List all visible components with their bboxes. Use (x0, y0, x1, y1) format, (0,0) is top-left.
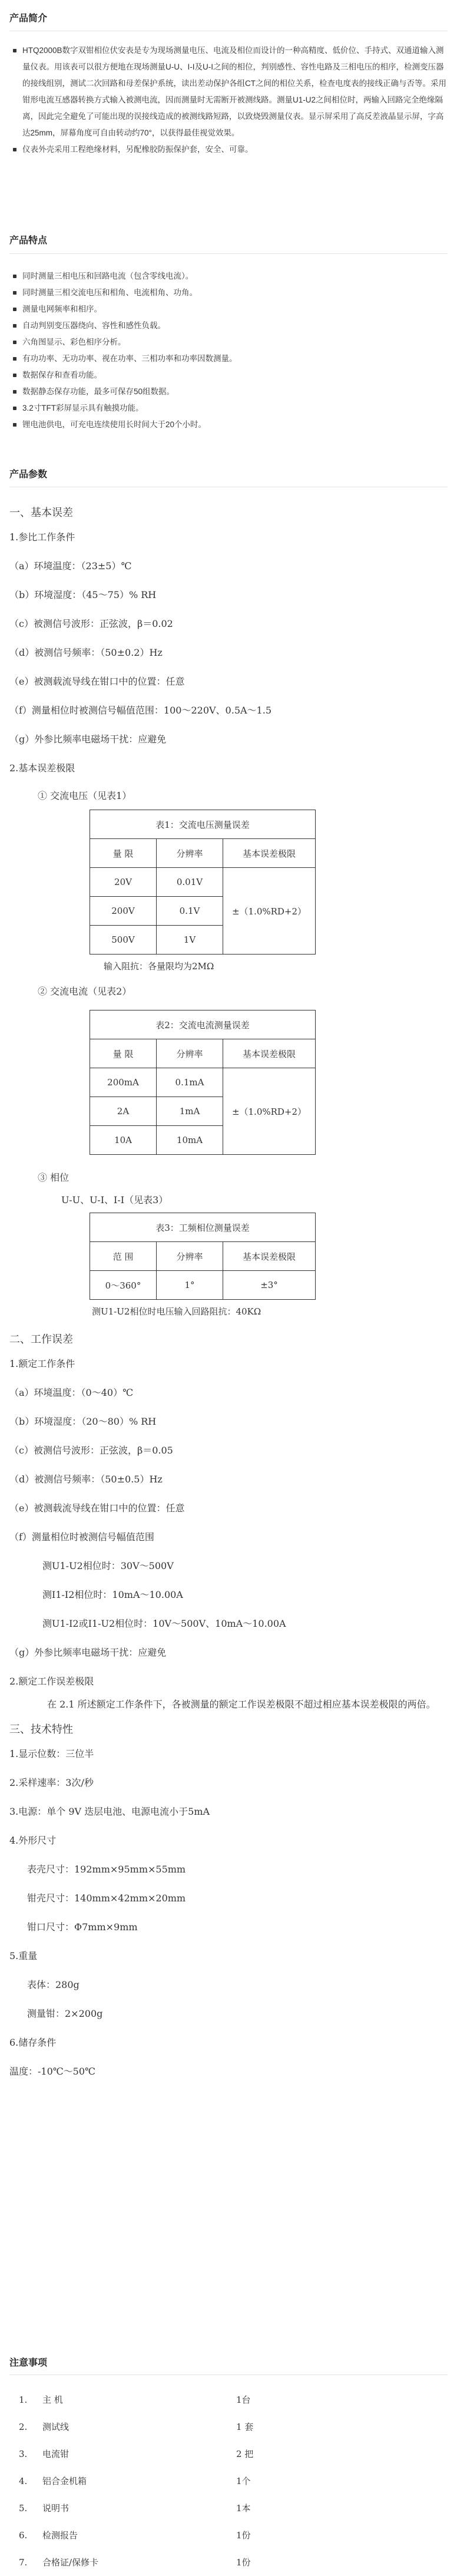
tech-item: 6.储存条件 (9, 2037, 57, 2048)
accessory-number: 4. (19, 2476, 28, 2486)
storage-item: 温度：-10℃～50℃ (9, 2066, 95, 2077)
rated-phase-range: 测U1-I2或I1-U2相位时：10V～500V、10mA～10.00A (42, 1618, 286, 1629)
params-subheading: 2.基本误差极限 (9, 762, 75, 774)
intro-paragraph: 仪表外壳采用工程绝缘材料，另配橡胶防振保护套，安全、可靠。 (9, 141, 448, 158)
tech-item: 2.采样速率：3次/秒 (9, 1777, 94, 1788)
accessory-row (9, 2549, 448, 2576)
section-divider (9, 2374, 448, 2375)
voltage-error-table (90, 810, 316, 955)
rated-condition: （c）被测信号波形：正弦波，β＝0.05 (9, 1445, 173, 1456)
table-cell: 1V (157, 926, 223, 955)
accessory-number: 5. (19, 2503, 28, 2514)
accessory-qty: 1份 (236, 2557, 251, 2568)
voltage-heading: ① 交流电压（见表1） (38, 790, 132, 801)
feature-item: 有功功率、无功功率、视在功率、三相功率和功率因数测量。 (9, 351, 448, 367)
accessory-row (9, 2468, 448, 2495)
table-header: 分辨率 (157, 1242, 223, 1271)
table-cell: 1mA (157, 1097, 223, 1126)
table-cell: 0.1mA (157, 1068, 223, 1097)
accessory-name: 主 机 (42, 2395, 63, 2405)
table-header: 基本误差极限 (223, 1242, 316, 1271)
rated-phase-range: 测I1-I2相位时：10mA～10.00A (42, 1589, 183, 1600)
rated-condition: （b）环境湿度：（20～80）% RH (9, 1416, 157, 1427)
table-header: 量 限 (90, 839, 157, 868)
accessory-number: 7. (19, 2557, 28, 2568)
table-header: 量 限 (90, 1039, 157, 1068)
ref-condition: （c）被测信号波形：正弦波，β＝0.02 (9, 618, 173, 629)
accessory-name: 检测报告 (42, 2530, 78, 2541)
accessory-qty: 1份 (236, 2530, 251, 2541)
accessory-row (9, 2386, 448, 2413)
accessory-qty: 1台 (236, 2395, 251, 2405)
accessory-row (9, 2495, 448, 2522)
table-cell: 1° (157, 1271, 223, 1300)
accessory-number: 1. (19, 2395, 28, 2405)
feature-item: 同时测量三相交流电压和相角、电流相角、功角。 (9, 285, 448, 301)
current-heading: ② 交流电流（见表2） (38, 986, 132, 997)
params-heading: 二、工作误差 (9, 1333, 73, 1346)
accessory-name: 铝合金机箱 (42, 2476, 87, 2486)
rated-condition: （f）测量相位时被测信号幅值范围 (9, 1531, 154, 1543)
accessory-name: 说明书 (42, 2503, 69, 2514)
accessory-list (9, 2386, 448, 2576)
section-title-notes: 注意事项 (9, 2358, 48, 2368)
table-cell: 0.1V (157, 897, 223, 926)
section-title-params: 产品参数 (9, 470, 48, 480)
feature-item: 数据保存和查看功能。 (9, 367, 448, 384)
params-subheading: 1.额定工作条件 (9, 1358, 75, 1369)
params-heading: 一、基本误差 (9, 507, 73, 519)
current-error-table (90, 1010, 316, 1155)
table-cell: 200V (90, 897, 157, 926)
tech-item: 5.重量 (9, 1950, 38, 1961)
table-cell: ±3° (223, 1271, 316, 1300)
accessory-number: 6. (19, 2530, 28, 2541)
ref-condition: （b）环境湿度：（45～75）% RH (9, 589, 157, 600)
phase-note: 测U1-U2相位时电压输入回路阻抗：40KΩ (92, 1306, 261, 1317)
table-cell: 10A (90, 1126, 157, 1155)
rated-error-text: 在 2.1 所述额定工作条件下，各被测量的额定工作误差极限不超过相应基本误差极限的两倍。 (47, 1699, 436, 1710)
accessory-qty: 1本 (236, 2503, 251, 2514)
feature-item: 同时测量三相电压和回路电流（包含零线电流）。 (9, 268, 448, 285)
feature-item: 自动判别变压器绕向、容性和感性负载。 (9, 318, 448, 334)
weight-item: 表体：280g (27, 1979, 80, 1990)
table-cell-limit: ±（1.0%RD+2） (223, 1068, 316, 1155)
accessory-number: 2. (19, 2422, 28, 2432)
weight-item: 测量钳：2×200g (27, 2008, 103, 2019)
dimension-item: 钳壳尺寸：140mm×42mm×20mm (27, 1893, 186, 1904)
rated-phase-range: 测U1-U2相位时：30V～500V (42, 1560, 174, 1571)
accessory-row (9, 2413, 448, 2440)
intro-paragraph: HTQ2000B数字双钳相位伏安表是专为现场测量电压、电流及相位而设计的一种高精度、低价位、手持式、双通道输入测量仪表。用该表可以很方便地在现场测量U-U、I-I及U-I之间的相位，判别感性、容性电路及三相电压的相序，检测变压器的接线组别，测试二次回路和母差保护系统，读出差动保护各组CT之间的相位关系，检查电度表的接线正确与否等。采用钳形电流互感器转换方式输入被测电流，因而测量时无需断开被测线路。测量U1-U2之间相位时，两输入回路完全绝缘隔离，因此完全避免了可能出现的误接线造成的被测线路短路，以致烧毁测量仪表。显示屏采用了高反差液晶显示屏，字高达25mm，屏幕角度可自由转动约70°，以获得最佳视觉效果。 (9, 42, 448, 141)
params-subheading: 2.额定工作误差极限 (9, 1676, 94, 1687)
section-divider (9, 253, 448, 254)
accessory-row (9, 2522, 448, 2549)
table-cell: 2A (90, 1097, 157, 1126)
feature-item: 锂电池供电，可充电连续使用长时间大于20个小时。 (9, 417, 448, 433)
tech-item: 4.外形尺寸 (9, 1835, 57, 1846)
params-heading: 三、技术特性 (9, 1723, 73, 1736)
intro-list (9, 42, 448, 158)
features-list (9, 268, 448, 433)
tech-item: 3.电源：单个 9V 迭层电池、电源电流小于5mA (9, 1806, 210, 1817)
table-header: 基本误差极限 (223, 1039, 316, 1068)
accessory-name: 测试线 (42, 2422, 69, 2432)
phase-sub: U-U、U-I、I-I（见表3） (61, 1194, 168, 1206)
table-cell: 0～360° (90, 1271, 157, 1300)
accessory-name: 电流钳 (42, 2449, 69, 2459)
tech-item: 1.显示位数：三位半 (9, 1748, 94, 1759)
feature-item: 测量电网频率和相序。 (9, 301, 448, 318)
phase-error-table (90, 1213, 316, 1300)
rated-condition: （e）被测载流导线在钳口中的位置：任意 (9, 1502, 185, 1514)
table-header: 分辨率 (157, 1039, 223, 1068)
ref-condition: （g）外参比频率电磁场干扰：应避免 (9, 734, 167, 745)
params-body (9, 504, 448, 2086)
accessory-qty: 1个 (236, 2476, 251, 2486)
ref-condition: （f）测量相位时被测信号幅值范围：100～220V、0.5A～1.5 (9, 705, 272, 716)
table-cell: 20V (90, 868, 157, 897)
table-caption: 表1：交流电压测量误差 (90, 810, 316, 839)
voltage-note: 输入阻抗：各量限均为2MΩ (104, 961, 214, 972)
section-title-intro: 产品简介 (9, 14, 48, 24)
params-subheading: 1.参比工作条件 (9, 531, 75, 543)
feature-item: 六角图显示、彩色相序分析。 (9, 334, 448, 351)
ref-condition: （e）被测载流导线在钳口中的位置：任意 (9, 676, 185, 687)
table-header: 分辨率 (157, 839, 223, 868)
accessory-qty: 1 套 (236, 2422, 254, 2432)
accessory-row (9, 2440, 448, 2468)
table-cell: 200mA (90, 1068, 157, 1097)
phase-heading: ③ 相位 (38, 1172, 69, 1183)
ref-condition: （d）被测信号频率：（50±0.2）Hz (9, 647, 163, 658)
rated-condition: （g）外参比频率电磁场干扰：应避免 (9, 1647, 167, 1658)
table-cell: 10mA (157, 1126, 223, 1155)
table-cell: 0.01V (157, 868, 223, 897)
table-header: 范 围 (90, 1242, 157, 1271)
table-cell: 500V (90, 926, 157, 955)
section-title-features: 产品特点 (9, 236, 48, 246)
accessory-number: 3. (19, 2449, 28, 2459)
rated-condition: （d）被测信号频率：（50±0.5）Hz (9, 1474, 163, 1485)
table-caption: 表2：交流电流测量误差 (90, 1010, 316, 1039)
accessory-name: 合格证/保修卡 (42, 2557, 99, 2568)
ref-condition: （a）环境温度：（23±5）℃ (9, 560, 132, 572)
table-caption: 表3：工频相位测量误差 (90, 1213, 316, 1242)
accessory-qty: 2 把 (236, 2449, 254, 2459)
rated-condition: （a）环境温度：（0～40）℃ (9, 1387, 133, 1398)
feature-item: 数据静态保存功能，最多可保存50组数据。 (9, 384, 448, 400)
dimension-item: 表壳尺寸：192mm×95mm×55mm (27, 1864, 186, 1875)
dimension-item: 钳口尺寸：Φ7mm×9mm (27, 1921, 138, 1933)
feature-item: 3.2寸TFT彩屏显示具有触摸功能。 (9, 400, 448, 417)
table-cell-limit: ±（1.0%RD+2） (223, 868, 316, 955)
table-header: 基本误差极限 (223, 839, 316, 868)
